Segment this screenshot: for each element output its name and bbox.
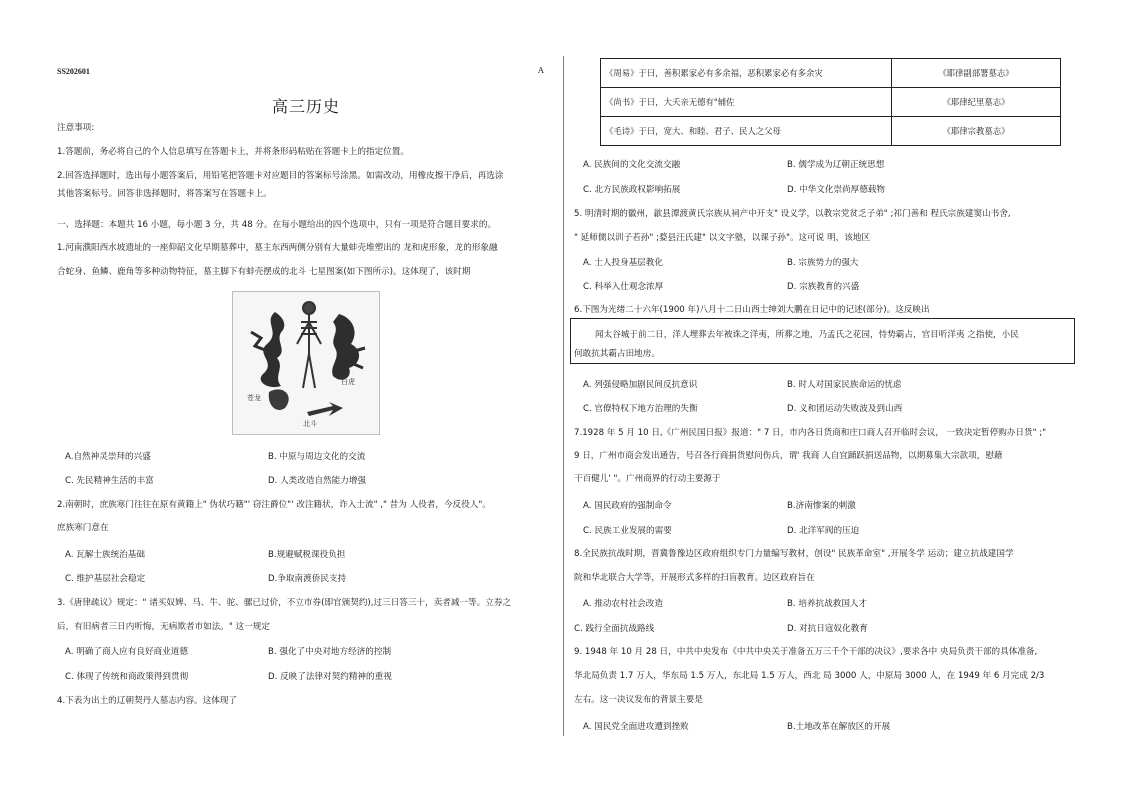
diary-quote-box: [570, 318, 1075, 364]
column-divider: [563, 56, 564, 736]
q7-option-c: C. 民族工业发展的需要: [583, 526, 672, 536]
tomb-illustration: [233, 292, 379, 434]
skeleton-figure: [297, 302, 321, 388]
q2-option-b: B.规避赋税课役负担: [268, 550, 346, 560]
q7-stem-line-3: 干百健儿' "。广州商界的行动主要源于: [574, 474, 721, 484]
dragon-tail-shape: [269, 389, 289, 410]
table-cell-quote: 《尚书》于曰，大夭亲无德有"辅佐: [601, 88, 892, 117]
exam-version: A: [538, 66, 544, 75]
q4-stem: 4.下表为出土的辽朝契丹人墓志内容。这体现了: [57, 696, 238, 706]
q1-option-a: A.自然神灵崇拜的兴盛: [65, 452, 151, 462]
q5-stem-line-2: " 延师儒以训子若孙" ;婺县汪氏建" 以文字塾，以课子孙"。这可说 明，该地区: [574, 233, 871, 243]
q2-stem-line-2: 庶族寒门意在: [57, 523, 109, 533]
q9-stem-line-2: 华北局负责 1.7 万人，华东局 1.5 万人，东北局 1.5 万人，西北 局 3000 人，中原局 3000 人，在 1949 年 6 月完成 2/3: [574, 671, 1045, 681]
q5-option-c: C. 科举入仕观念浓厚: [583, 282, 664, 292]
table-row: [601, 88, 1061, 117]
q7-option-d: D. 北洋军阀的压迫: [787, 526, 860, 536]
diary-quote-line-1: 闻太谷城于前二日，洋人埋葬去年被诛之洋夷，所葬之地，乃孟氏之花园，恃势霸占，官目听洋夷 之指使，小民: [595, 330, 1019, 340]
q8-option-d: D. 对抗日寇奴化教育: [787, 624, 868, 634]
q1-option-b: B. 中原与周边文化的交流: [268, 452, 366, 462]
q3-option-c: C. 体现了传统和商政策得到贯彻: [65, 672, 189, 682]
tomb-figure: [232, 291, 380, 435]
q8-option-a: A. 推动农村社会改造: [583, 599, 663, 609]
section-1-heading: 一、选择题：本题共 16 小题，每小题 3 分，共 48 分。在每小题给出的四个选项中，只有一项是符合题目要求的。: [57, 220, 497, 230]
tiger-shape: [332, 314, 359, 380]
dipper-arrow: [307, 402, 343, 416]
table-cell-source: 《耶律纪里墓志》: [892, 88, 1061, 117]
page-title: 高三历史: [272, 97, 341, 116]
table-cell-source: 《耶律宗教墓志》: [892, 117, 1061, 146]
q3-option-d: D. 反映了法律对契约精神的重视: [268, 672, 392, 682]
q6-option-c: C. 官僚特权下地方治理的失衡: [583, 404, 698, 414]
q5-option-d: D. 宗族教育的兴盛: [787, 282, 860, 292]
instruction-line-2b: 其他答案标号。回答非选择题时，将答案写在答题卡上。: [57, 189, 272, 199]
q4-option-c: C. 北方民族政权影响拓展: [583, 185, 681, 195]
q8-option-c: C. 践行全面抗战路线: [574, 624, 655, 634]
q1-option-d: D. 人类改造自然能力增强: [268, 476, 367, 486]
q5-option-a: A. 士人投身基层教化: [583, 258, 663, 268]
q7-stem-line-2: 9 日，广州市商会发出通告，号召各行商捐货慰问伤兵，谓' 我商 人自宜踊跃捐送品物，以期募集大宗款项，慰藉: [574, 451, 1003, 461]
table-row: [601, 117, 1061, 146]
q1-stem-line-2: 合蛇身、鱼鳞、鹿角等多种动物特征，墓主脚下有蚌壳摆成的北斗 七星图案(如下图所示)。这体现了，该时期: [57, 267, 471, 277]
q8-stem-line-1: 8.全民族抗战时期，晋冀鲁豫边区政府组织专门力量编写教材，创设" 民族革命室" ,开展冬学 运动；建立抗战建国学: [574, 549, 1014, 559]
q3-option-a: A. 明确了商人应有良好商业道德: [65, 647, 188, 657]
table-cell-source: 《耶律副部署墓志》: [892, 59, 1061, 88]
q2-stem-line-1: 2.南朝时，庶族寒门往往在原有黄籍上" 伪状巧籍"' 窃注爵位"' 改注籍状，诈入士流" ," 昔为 人役者，今反役人"。: [57, 500, 491, 510]
q9-stem-line-1: 9. 1948 年 10 月 28 日，中共中央发布《中共中央关于准备五万三千个干部的决议》,要求各中 央局负责干部的具体准备,: [574, 647, 1038, 657]
tiger-label: 白虎: [341, 378, 355, 386]
instruction-line-1: 1.答题前，务必将自己的个人信息填写在答题卡上，并将条形码粘贴在答题卡上的指定位置。: [57, 147, 409, 157]
q4-option-b: B. 儒学成为辽朝正统思想: [787, 160, 885, 170]
q9-option-a: A. 国民党全面进攻遭到挫败: [583, 722, 689, 732]
q8-option-b: B. 培养抗战救国人才: [787, 599, 868, 609]
q2-option-a: A. 瓦解士族统治基础: [65, 550, 145, 560]
instructions-heading: 注意事项:: [57, 123, 95, 133]
table-row: [601, 59, 1061, 88]
q3-option-b: B. 强化了中央对地方经济的控制: [268, 647, 392, 657]
q5-stem-line-1: 5. 明清时期的徽州，歙县潭渡黄氏宗族从祠产中开支" 设义学，以教宗党贫乏子弟" ;祁门善和 程氏宗族建窦山书舍,: [574, 209, 1011, 219]
q5-option-b: B. 宗族势力的强大: [787, 258, 859, 268]
q7-option-b: B.济南惨案的刺激: [787, 501, 856, 511]
dragon-label: 苍龙: [247, 394, 261, 402]
q9-option-b: B.土地改革在解放区的开展: [787, 722, 891, 732]
q6-stem: 6.下图为光绪二十六年(1900 年)八月十二日山西士绅刘大鹏在日记中的记述(部分)。这反映出: [574, 305, 930, 315]
q9-stem-line-3: 左右。这一决议发布的背景主要是: [574, 695, 703, 705]
q6-option-d: D. 义和团运动失败波及到山西: [787, 404, 903, 414]
q1-option-c: C. 先民精神生活的丰富: [65, 476, 154, 486]
q2-option-d: D.争取南渡侨民支持: [268, 574, 347, 584]
diary-quote-line-2: 何敢抗其霸占田地房。: [574, 349, 660, 359]
q4-option-a: A. 民族间的文化交流交融: [583, 160, 681, 170]
q6-option-b: B. 时人对国家民族命运的忧虑: [787, 380, 902, 390]
q4-option-d: D. 中华文化崇尚厚德载物: [787, 185, 886, 195]
q7-stem-line-1: 7.1928 年 5 月 10 日,《广州民国日报》报道：" 7 日，市内各日货商和庄口商人召开临时会议， 一致决定暂停购办日货" ;": [574, 428, 1047, 438]
exam-code: SS202601: [57, 67, 90, 76]
q2-option-c: C. 维护基层社会稳定: [65, 574, 146, 584]
dipper-label: 北斗: [303, 420, 317, 428]
table-cell-quote: 《毛诗》于曰，宽大、和睦、君子、民人之父母: [601, 117, 892, 146]
epitaph-table: [600, 58, 1061, 146]
q3-stem-line-2: 后，有旧病者三日内听悔，无病欺者市如法。" 这一规定: [57, 622, 270, 632]
q1-stem-line-1: 1.河南濮阳西水坡遗址的一座仰韶文化早期墓葬中，墓主东西两侧分别有大量蚌壳堆塑出的 龙和虎形象，龙的形象融: [57, 243, 498, 253]
q3-stem-line-1: 3.《唐律疏议》规定：" 诸买奴婢、马、牛、驼、骡已过价，不立市券(即官颁契约),过三日答三十，卖者减一等。立券之: [57, 598, 512, 608]
instruction-line-2a: 2.回答选择题时，选出每小题答案后，用铅笔把答题卡对应题目的答案标号涂黑。如需改动，用橡皮擦干净后，再选涂: [57, 171, 504, 181]
q7-option-a: A. 国民政府的强制命令: [583, 501, 672, 511]
table-cell-quote: 《周易》于曰，善积累家必有多余福，恶积累家必有多余灾: [601, 59, 892, 88]
q6-option-a: A. 列强侵略加剧民间反抗意识: [583, 380, 698, 390]
q8-stem-line-2: 院和华北联合大学等，开展形式多样的扫盲教育。边区政府旨在: [574, 573, 815, 583]
